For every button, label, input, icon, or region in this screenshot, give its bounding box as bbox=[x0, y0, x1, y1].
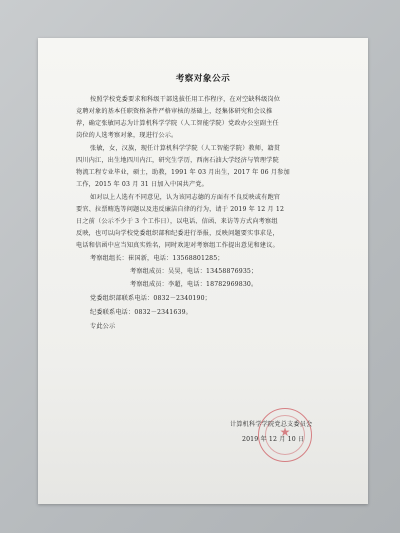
paragraph-3-line: 要官、拉票贿选等问题以及违反廉洁自律的行为，请于 2019 年 12 月 12 bbox=[76, 206, 285, 213]
paragraph-3-line: 电话和信函中应当知真实姓名，同时欢迎对考察组工作提出意见和建议。 bbox=[76, 242, 279, 249]
paragraph-1-line: 岗位的人选考察对象，现进行公示。 bbox=[76, 132, 178, 139]
signature-date: 2019 年 12 月 10 日 bbox=[242, 436, 305, 443]
paragraph-2-line: 工作，2015 年 03 月 31 日加入中国共产党。 bbox=[76, 181, 209, 188]
seal-star-icon: ★ bbox=[279, 425, 291, 439]
notice-sheet bbox=[38, 38, 368, 504]
paragraph-1-line: 荐，确定张敏同志为计算机科学学院（人工智能学院）党政办公室副主任 bbox=[76, 120, 279, 127]
page-title: 考察对象公示 bbox=[175, 74, 231, 84]
signature-org: 计算机科学学院党总支委员会 bbox=[230, 421, 313, 428]
discipline-contact: 纪委联系电话：0832－2341639。 bbox=[90, 309, 192, 316]
paragraph-1-line: 竞聘对象的基本任职资格条件严格审核的基础上，经集体研究和会议推 bbox=[76, 108, 273, 115]
paragraph-3-line: 日之前（公示不少于 3 个工作日），以电话、信函、来访等方式向考察组 bbox=[76, 218, 278, 225]
paragraph-1-line: 按照学校党委要求和科级干部选拔任用工作程序，在对空缺科级岗位 bbox=[90, 96, 281, 103]
org-dept-contact: 党委组织部联系电话：0832－2340190； bbox=[90, 295, 212, 302]
paragraph-3-line: 如对以上人选有不同意见，认为该同志德的方面有不良反映或有跑官 bbox=[90, 194, 281, 201]
paragraph-2-line: 物流工程专业毕业，硕士，助教，1991 年 03 月出生，2017 年 06 月参加 bbox=[76, 169, 290, 176]
closing-text: 专此公示 bbox=[90, 323, 116, 330]
paragraph-2-line: 四川内江，出生地四川内江，研究生学历，西南石油大学经济与管理学院 bbox=[76, 157, 279, 164]
paragraph-2-line: 张敏，女，汉族，现任计算机科学学院（人工智能学院）教师，籍贯 bbox=[90, 145, 281, 152]
paragraph-3-line: 反映，也可以向学校党委组织部和纪委进行举报，反映问题要实事求是， bbox=[76, 230, 279, 237]
member-contact: 考察组成员：李超，电话：18782969830。 bbox=[130, 281, 258, 288]
member-contact: 考察组成员：吴昊，电话：13458876935； bbox=[130, 268, 258, 275]
leader-contact: 考察组组长：崔国新，电话：13568801285； bbox=[90, 255, 224, 262]
